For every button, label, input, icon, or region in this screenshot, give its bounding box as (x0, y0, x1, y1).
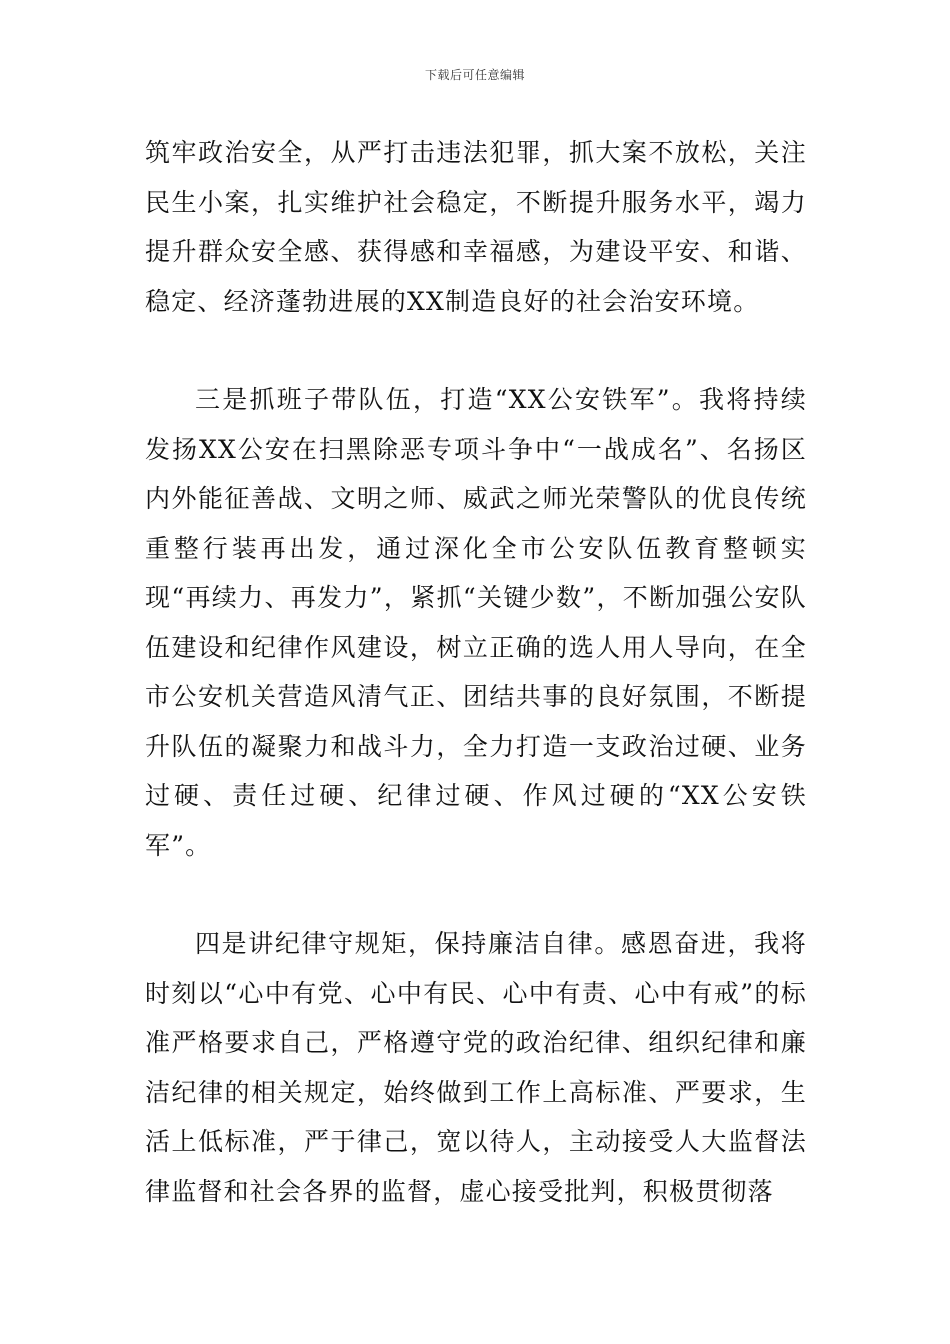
paragraph-3: 四是讲纪律守规矩，保持廉洁自律。感恩奋进，我将时刻以“心中有党、心中有民、心中有责、心中有戒”的标准严格要求自己，严格遵守党的政治纪律、组织纪律和廉洁纪律的相关规定，始终做到工作上高标准、严要求，生活上低标准，严于律己，宽以待人，主动接受人大监督法律监督和社会各界的监督，虚心接受批判，积极贯彻落 (145, 929, 807, 1206)
paragraph-1: 筑牢政治安全，从严打击违法犯罪，抓大案不放松，关注民生小案，扎实维护社会稳定，不断提升服务水平，竭力提升群众安全感、获得感和幸福感，为建设平安、和谐、稳定、经济蓬勃进展的XX制造良好的社会治安环境。 (145, 138, 807, 316)
paragraph-2: 三是抓班子带队伍，打造“XX公安铁军”。我将持续发扬XX公安在扫黑除恶专项斗争中“一战成名”、名扬区内外能征善战、文明之师、威武之师光荣警队的优良传统重整行装再出发，通过深化全市公安队伍教育整顿实现“再续力、再发力”，紧抓“关键少数”，不断加强公安队伍建设和纪律作风建设，树立正确的选人用人导向，在全市公安机关营造风清气正、团结共事的良好氛围，不断提升队伍的凝聚力和战斗力，全力打造一支政治过硬、业务过硬、责任过硬、纪律过硬、作风过硬的“XX公安铁军”。 (145, 385, 807, 860)
header-note: 下载后可任意编辑 (424, 68, 525, 82)
document-body (145, 128, 807, 1216)
